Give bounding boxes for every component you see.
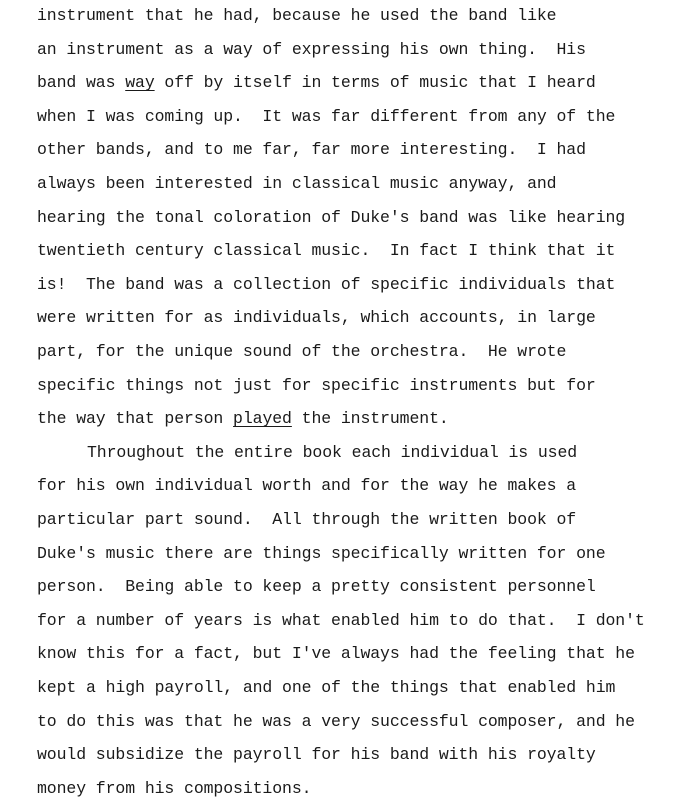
text-run: person. Being able to keep a pretty consistent personnel (37, 577, 596, 597)
text-run: when I was coming up. It was far different from any of the (37, 106, 616, 126)
text-run: to do this was that he was a very successful composer, and he (37, 711, 635, 731)
text-line (37, 275, 615, 295)
text-line (37, 644, 635, 664)
text-run: the instrument. (291, 409, 449, 429)
text-line (37, 409, 449, 429)
text-line (37, 174, 557, 194)
text-line (37, 678, 615, 698)
text-line (37, 745, 596, 765)
text-line (37, 208, 625, 228)
text-run: other bands, and to me far, far more interesting. I had (37, 140, 586, 160)
text-line (37, 308, 596, 328)
text-run: hearing the tonal coloration of Duke's band was like hearing (37, 207, 626, 227)
text-run: the way that person (37, 409, 234, 429)
text-line (37, 241, 615, 261)
underlined-word: way (125, 73, 155, 93)
text-run: were written for as individuals, which accounts, in large (37, 308, 596, 328)
text-run: specific things not just for specific instruments but for (37, 375, 596, 395)
text-line (37, 510, 576, 530)
text-run: particular part sound. All through the written book of (37, 510, 577, 529)
text-line (37, 73, 596, 93)
text-line (37, 712, 635, 732)
text-line (37, 611, 645, 631)
text-run: would subsidize the payroll for his band with his royalty (37, 745, 596, 765)
text-line (37, 476, 576, 496)
text-run: twentieth century classical music. In fact I think that it (37, 241, 616, 261)
text-line (37, 6, 557, 26)
text-run: Throughout the entire book each individual is used (87, 442, 578, 462)
text-line (37, 342, 566, 362)
text-run: band was (37, 73, 126, 93)
text-run: an instrument as a way of expressing his own thing. His (37, 39, 586, 59)
text-run: always been interested in classical music anyway, and (37, 174, 557, 193)
text-line (37, 577, 596, 597)
text-run: is! The band was a collection of specific individuals that (37, 274, 616, 294)
text-run: for a number of years is what enabled him to do that. I don't (37, 610, 645, 630)
text-line (37, 544, 606, 564)
text-run: instrument that he had, because he used the band like (37, 6, 557, 25)
text-run: money from his compositions. (37, 778, 312, 798)
text-run: know this for a fact, but I've always had the feeling that he (37, 644, 635, 664)
text-line (37, 140, 586, 160)
text-run: for his own individual worth and for the way he makes a (37, 476, 577, 496)
text-run: kept a high payroll, and one of the things that enabled him (37, 678, 616, 697)
text-run: off by itself in terms of music that I heard (154, 73, 596, 93)
text-run: part, for the unique sound of the orchestra. He wrote (37, 342, 567, 361)
text-line (37, 779, 311, 799)
text-line (37, 107, 615, 127)
text-line (87, 443, 577, 463)
text-run: Duke's music there are things specifically written for one (37, 543, 606, 563)
text-line (37, 376, 596, 396)
text-line (37, 40, 586, 60)
underlined-word: played (233, 409, 292, 429)
